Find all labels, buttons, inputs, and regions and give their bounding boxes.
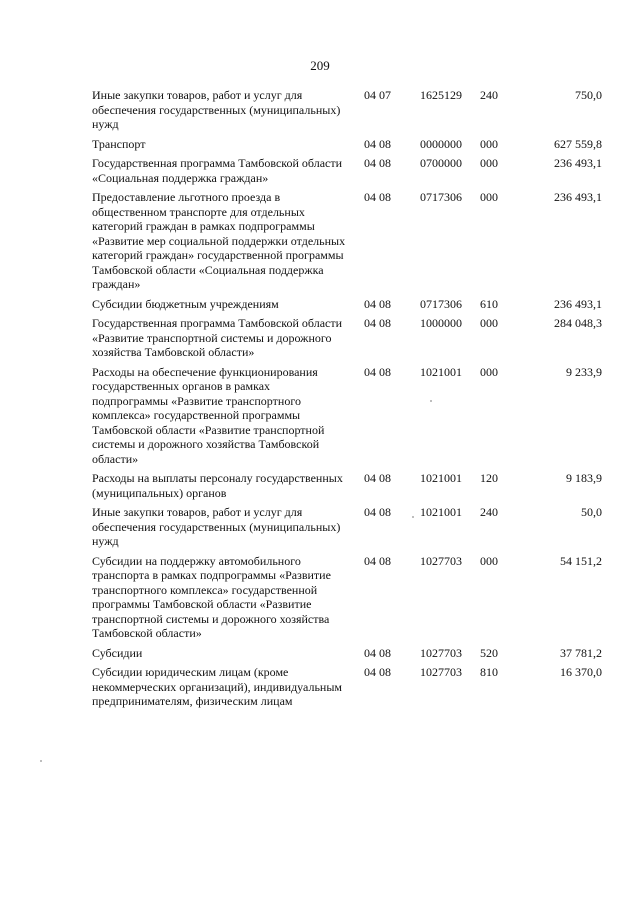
table-row: [92, 646, 602, 661]
table-row: [92, 365, 602, 467]
row-sum: 236 493,1: [554, 156, 602, 170]
scan-speck: [430, 400, 432, 402]
row-name: Предоставление льготного проезда в общественном транспорте для отдельных категорий граждан в рамках подпрограммы «Развитие мер социальной поддержки отдельных категорий граждан» государственной программы Тамбовской области «Социальная поддержка граждан»: [92, 190, 346, 291]
row-section: 04 08: [364, 471, 391, 485]
table-row: [92, 190, 602, 292]
row-section: 04 08: [364, 156, 391, 170]
row-name: Иные закупки товаров, работ и услуг для обеспечения государственных (муниципальных) нужд: [92, 505, 341, 548]
row-sum: 16 370,0: [560, 665, 602, 679]
table-row: [92, 297, 602, 312]
row-target-code: 1021001: [420, 364, 462, 379]
table-row: [92, 156, 602, 185]
row-target-code: 0700000: [420, 156, 462, 170]
scan-speck: [412, 516, 414, 518]
row-target-code: 1021001: [420, 505, 462, 519]
row-expense-type: 810: [480, 665, 498, 679]
row-sum: 236 493,1: [554, 190, 602, 204]
row-sum: 50,0: [581, 505, 602, 519]
row-section: 04 08: [364, 190, 391, 204]
row-target-code: 1027703: [420, 553, 462, 568]
row-name: Иные закупки товаров, работ и услуг для обеспечения государственных (муниципальных) нужд: [92, 88, 341, 131]
row-expense-type: 120: [480, 471, 498, 485]
row-name: Субсидии бюджетным учреждениям: [92, 296, 279, 311]
row-target-code: 0717306: [420, 296, 462, 311]
row-section: 04 08: [364, 136, 391, 151]
row-section: 04 07: [364, 88, 391, 102]
row-name: Расходы на выплаты персоналу государственных (муниципальных) органов: [92, 471, 343, 500]
row-expense-type: 000: [480, 190, 498, 204]
budget-table: [92, 88, 602, 714]
row-expense-type: 000: [480, 364, 498, 379]
row-sum: 37 781,2: [560, 645, 602, 660]
table-row: [92, 665, 602, 709]
table-row: [92, 316, 602, 360]
row-sum: 284 048,3: [554, 316, 602, 330]
row-name: Расходы на обеспечение функционирования государственных органов в рамках подпрограммы «Развитие транспортного комплекса» государственной программы Тамбовской области «Развитие транспортной системы и дорожного хозяйства Тамбовской области»: [92, 364, 325, 466]
row-expense-type: 240: [480, 88, 498, 102]
row-target-code: 1625129: [420, 88, 462, 102]
row-target-code: 0000000: [420, 136, 462, 151]
row-target-code: 1027703: [420, 645, 462, 660]
row-section: 04 08: [364, 553, 391, 568]
row-expense-type: 000: [480, 136, 498, 151]
row-name: Субсидии юридическим лицам (кроме некоммерческих организаций), индивидуальным предпринимателям, физическим лицам: [92, 665, 342, 708]
row-name: Транспорт: [92, 136, 146, 151]
row-expense-type: 000: [480, 156, 498, 170]
page-number: 209: [310, 58, 330, 73]
table-row: [92, 505, 602, 549]
row-name: Субсидии на поддержку автомобильного транспорта в рамках подпрограммы «Развитие транспортного комплекса» государственной программы Тамбовской области «Развитие транспортной системы и дорожного хозяйства Тамбовской области»: [92, 553, 331, 640]
row-sum: 750,0: [575, 88, 602, 102]
row-section: 04 08: [364, 505, 391, 519]
row-section: 04 08: [364, 645, 391, 660]
row-target-code: 1027703: [420, 665, 462, 679]
row-expense-type: 000: [480, 316, 498, 330]
scan-speck: [40, 760, 42, 762]
row-target-code: 1021001: [420, 471, 462, 485]
row-name: Государственная программа Тамбовской области «Развитие транспортной системы и дорожного хозяйства Тамбовской области»: [92, 316, 343, 359]
table-row: [92, 554, 602, 641]
row-sum: 627 559,8: [554, 136, 602, 151]
row-section: 04 08: [364, 316, 391, 330]
row-sum: 236 493,1: [554, 296, 602, 311]
row-target-code: 0717306: [420, 190, 462, 204]
table-row: [92, 88, 602, 132]
row-sum: 9 233,9: [566, 364, 602, 379]
row-expense-type: 240: [480, 505, 498, 519]
row-target-code: 1000000: [420, 316, 462, 330]
row-expense-type: 000: [480, 553, 498, 568]
table-row: [92, 471, 602, 500]
row-section: 04 08: [364, 296, 391, 311]
row-sum: 54 151,2: [560, 553, 602, 568]
row-expense-type: 520: [480, 645, 498, 660]
row-expense-type: 610: [480, 296, 498, 311]
row-name: Субсидии: [92, 645, 143, 660]
row-name: Государственная программа Тамбовской области «Социальная поддержка граждан»: [92, 156, 343, 185]
table-row: [92, 137, 602, 152]
row-section: 04 08: [364, 665, 391, 679]
row-sum: 9 183,9: [566, 471, 602, 485]
row-section: 04 08: [364, 364, 391, 379]
